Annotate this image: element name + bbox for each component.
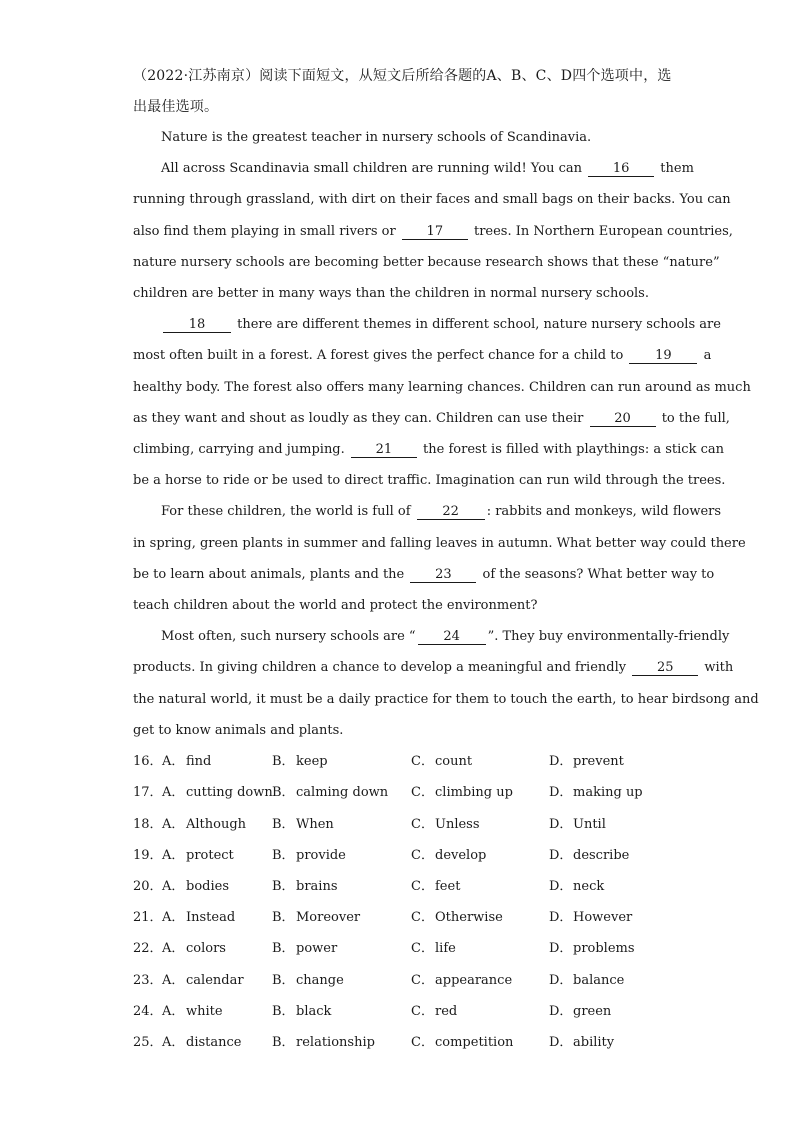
option-letter: D．: [549, 973, 573, 988]
question-row: [133, 1002, 693, 1022]
option-letter: C．: [411, 848, 434, 863]
option-text: colors: [186, 941, 226, 956]
option-text: Otherwise: [435, 910, 503, 925]
option-text: When: [296, 817, 334, 832]
option-a[interactable]: [162, 971, 244, 991]
option-letter: A．: [162, 754, 185, 769]
option-text: brains: [296, 879, 338, 894]
passage-text: the forest is filled with playthings: a stick can: [423, 442, 724, 457]
passage-text: most often built in a forest. A forest gives the perfect chance for a child to: [133, 348, 624, 363]
option-b[interactable]: [272, 971, 344, 991]
option-b[interactable]: [272, 752, 328, 772]
question-number: 17．: [133, 785, 163, 800]
question-number: 16．: [133, 754, 163, 769]
option-letter: C．: [411, 785, 434, 800]
option-letter: A．: [162, 848, 185, 863]
option-letter: C．: [411, 1035, 434, 1050]
option-text: However: [573, 910, 633, 925]
passage-line: [133, 565, 714, 585]
passage-text: them: [660, 161, 694, 176]
question-header-line-2: 出最佳选项。: [133, 99, 219, 115]
option-text: climbing up: [435, 785, 513, 800]
passage-text: be to learn about animals, plants and the: [133, 567, 405, 582]
option-b[interactable]: [272, 939, 337, 959]
option-letter: D．: [549, 910, 573, 925]
question-row: [133, 877, 693, 897]
option-b[interactable]: [272, 846, 346, 866]
option-text: neck: [573, 879, 605, 894]
passage-text: trees. In Northern European countries,: [473, 224, 733, 239]
option-a[interactable]: [162, 877, 229, 897]
option-c[interactable]: [411, 783, 513, 803]
option-b[interactable]: [272, 1033, 375, 1053]
option-b[interactable]: [272, 783, 388, 803]
option-letter: B．: [272, 973, 295, 988]
passage-text: there are different themes in different school, nature nursery schools are: [237, 317, 721, 332]
option-text: change: [296, 973, 344, 988]
option-letter: C．: [411, 879, 434, 894]
blank-17: 17: [402, 224, 468, 240]
option-text: count: [435, 754, 473, 769]
option-a[interactable]: [162, 846, 234, 866]
option-text: bodies: [186, 879, 229, 894]
option-letter: A．: [162, 785, 185, 800]
option-d[interactable]: [549, 846, 629, 866]
question-row: [133, 971, 693, 991]
passage-line: [133, 409, 730, 429]
option-text: find: [186, 754, 212, 769]
option-letter: C．: [411, 941, 434, 956]
option-text: balance: [573, 973, 625, 988]
blank-18: 18: [163, 317, 231, 333]
passage-line: [161, 159, 694, 179]
option-c[interactable]: [411, 877, 460, 897]
option-text: Unless: [435, 817, 480, 832]
passage-text: For these children, the world is full of: [161, 504, 411, 519]
option-letter: A．: [162, 879, 185, 894]
option-c[interactable]: [411, 1002, 457, 1022]
passage-line: be a horse to ride or be used to direct traffic. Imagination can run wild through the trees.: [133, 473, 726, 488]
passage-text: ”. They buy environmentally-friendly: [487, 629, 730, 644]
passage-line: Nature is the greatest teacher in nursery schools of Scandinavia.: [161, 130, 592, 145]
option-letter: A．: [162, 941, 185, 956]
option-text: Moreover: [296, 910, 361, 925]
option-letter: D．: [549, 879, 573, 894]
option-letter: B．: [272, 941, 295, 956]
option-text: cutting down: [186, 785, 273, 800]
option-text: black: [296, 1004, 332, 1019]
option-text: Although: [186, 817, 247, 832]
option-text: Instead: [186, 910, 236, 925]
passage-text: with: [704, 660, 734, 675]
option-text: distance: [186, 1035, 242, 1050]
option-c[interactable]: [411, 908, 503, 928]
option-d[interactable]: [549, 971, 624, 991]
option-text: protect: [186, 848, 234, 863]
question-number: 24．: [133, 1004, 163, 1019]
option-d[interactable]: [549, 908, 632, 928]
question-number: 25．: [133, 1035, 163, 1050]
passage-text: : rabbits and monkeys, wild flowers: [486, 504, 722, 519]
passage-text: Most often, such nursery schools are “: [161, 629, 416, 644]
option-text: red: [435, 1004, 458, 1019]
question-row: [133, 815, 693, 835]
option-letter: B．: [272, 879, 295, 894]
passage-line: [161, 627, 729, 647]
passage-text: a: [703, 348, 712, 363]
passage-text: products. In giving children a chance to develop a meaningful and friendly: [133, 660, 627, 675]
option-letter: B．: [272, 848, 295, 863]
option-letter: D．: [549, 817, 573, 832]
option-c[interactable]: [411, 815, 480, 835]
passage-line: [161, 502, 721, 522]
option-b[interactable]: [272, 1002, 331, 1022]
option-text: white: [186, 1004, 223, 1019]
option-text: calendar: [186, 973, 244, 988]
option-b[interactable]: [272, 877, 338, 897]
passage-line: the natural world, it must be a daily practice for them to touch the earth, to hear birdsong and: [133, 692, 759, 707]
question-row: [133, 783, 693, 803]
option-b[interactable]: [272, 815, 334, 835]
option-d[interactable]: [549, 783, 643, 803]
option-text: making up: [573, 785, 643, 800]
option-c[interactable]: [411, 846, 486, 866]
blank-25: 25: [632, 660, 698, 676]
option-d[interactable]: [549, 815, 606, 835]
question-number: 22．: [133, 941, 163, 956]
passage-line: get to know animals and plants.: [133, 723, 344, 738]
option-text: calming down: [296, 785, 389, 800]
passage-line: healthy body. The forest also offers many learning chances. Children can run around as much: [133, 380, 751, 395]
option-d[interactable]: [549, 752, 624, 772]
option-d[interactable]: [549, 1033, 614, 1053]
blank-23: 23: [410, 567, 476, 583]
option-text: green: [573, 1004, 612, 1019]
passage-text: as they want and shout as loudly as they can. Children can use their: [133, 411, 584, 426]
passage-line: [133, 440, 724, 460]
option-letter: A．: [162, 1035, 185, 1050]
passage-line: children are better in many ways than the children in normal nursery schools.: [133, 286, 649, 301]
passage-line: [133, 346, 711, 366]
option-b[interactable]: [272, 908, 360, 928]
option-text: feet: [435, 879, 461, 894]
blank-16: 16: [588, 161, 654, 177]
question-number: 20．: [133, 879, 163, 894]
option-letter: A．: [162, 817, 185, 832]
option-text: prevent: [573, 754, 624, 769]
option-letter: C．: [411, 973, 434, 988]
passage-text: All across Scandinavia small children are running wild! You can: [161, 161, 582, 176]
question-number: 21．: [133, 910, 163, 925]
option-text: describe: [573, 848, 630, 863]
option-letter: C．: [411, 754, 434, 769]
option-letter: B．: [272, 817, 295, 832]
passage-line: [133, 658, 733, 678]
option-text: develop: [435, 848, 487, 863]
option-a[interactable]: [162, 908, 235, 928]
passage-line: in spring, green plants in summer and falling leaves in autumn. What better way could there: [133, 536, 746, 551]
question-row: [133, 752, 693, 772]
option-letter: B．: [272, 1004, 295, 1019]
question-header-line-1: （2022·江苏南京）阅读下面短文，从短文后所给各题的A、B、C、D四个选项中，选: [133, 68, 672, 84]
option-letter: C．: [411, 910, 434, 925]
passage-line: [161, 315, 721, 335]
option-text: problems: [573, 941, 635, 956]
option-a[interactable]: [162, 815, 246, 835]
option-text: provide: [296, 848, 346, 863]
question-row: [133, 846, 693, 866]
option-text: life: [435, 941, 456, 956]
question-number: 23．: [133, 973, 163, 988]
option-text: relationship: [296, 1035, 375, 1050]
question-number: 18．: [133, 817, 163, 832]
option-letter: C．: [411, 817, 434, 832]
passage-line: teach children about the world and protect the environment?: [133, 598, 538, 613]
option-c[interactable]: [411, 971, 512, 991]
option-letter: C．: [411, 1004, 434, 1019]
option-a[interactable]: [162, 783, 273, 803]
option-letter: A．: [162, 1004, 185, 1019]
question-row: [133, 1033, 693, 1053]
question-row: [133, 939, 693, 959]
passage-text: to the full,: [661, 411, 730, 426]
passage-line: nature nursery schools are becoming better because research shows that these “nature”: [133, 255, 720, 270]
option-d[interactable]: [549, 939, 635, 959]
option-c[interactable]: [411, 752, 472, 772]
option-text: appearance: [435, 973, 513, 988]
option-text: ability: [573, 1035, 615, 1050]
passage-text: also find them playing in small rivers or: [133, 224, 396, 239]
option-text: keep: [296, 754, 328, 769]
option-c[interactable]: [411, 1033, 513, 1053]
option-letter: D．: [549, 941, 573, 956]
blank-20: 20: [590, 411, 656, 427]
option-a[interactable]: [162, 752, 211, 772]
option-text: Until: [573, 817, 606, 832]
option-text: competition: [435, 1035, 514, 1050]
blank-19: 19: [629, 348, 697, 364]
blank-22: 22: [417, 504, 485, 520]
option-letter: A．: [162, 910, 185, 925]
passage-text: climbing, carrying and jumping.: [133, 442, 345, 457]
option-letter: A．: [162, 973, 185, 988]
option-a[interactable]: [162, 1002, 223, 1022]
option-a[interactable]: [162, 1033, 241, 1053]
blank-24: 24: [418, 629, 486, 645]
option-letter: B．: [272, 785, 295, 800]
option-letter: B．: [272, 1035, 295, 1050]
option-letter: D．: [549, 1004, 573, 1019]
option-c[interactable]: [411, 939, 456, 959]
option-a[interactable]: [162, 939, 226, 959]
option-text: power: [296, 941, 338, 956]
option-letter: D．: [549, 785, 573, 800]
option-d[interactable]: [549, 877, 604, 897]
passage-line: [133, 222, 733, 242]
option-letter: D．: [549, 848, 573, 863]
question-row: [133, 908, 693, 928]
blank-21: 21: [351, 442, 417, 458]
option-letter: D．: [549, 754, 573, 769]
option-letter: B．: [272, 754, 295, 769]
option-letter: B．: [272, 910, 295, 925]
option-d[interactable]: [549, 1002, 611, 1022]
question-number: 19．: [133, 848, 163, 863]
option-letter: D．: [549, 1035, 573, 1050]
passage-line: running through grassland, with dirt on their faces and small bags on their backs. You can: [133, 192, 731, 207]
passage-text: of the seasons? What better way to: [482, 567, 715, 582]
